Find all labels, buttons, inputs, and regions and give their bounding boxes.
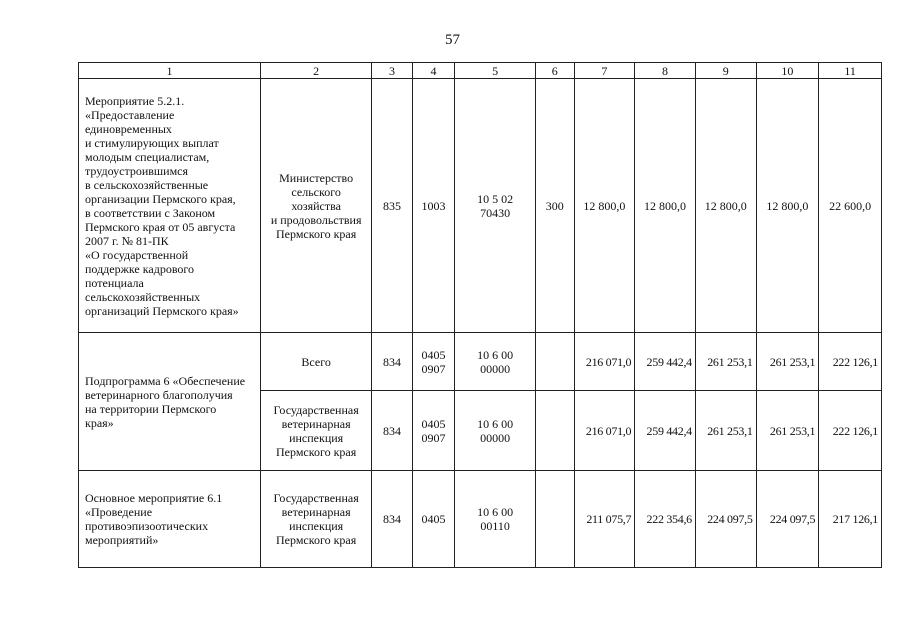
amount-cell: 259 442,4 xyxy=(635,391,696,471)
grbs-cell: 834 xyxy=(372,333,412,391)
column-header: 2 xyxy=(261,63,372,79)
expense-type-cell: 300 xyxy=(536,79,574,333)
amount-cell: 224 097,5 xyxy=(695,471,756,568)
executor-cell: Всего xyxy=(261,333,372,391)
amount-cell: 224 097,5 xyxy=(756,471,819,568)
target-article-cell: 10 6 00 00110 xyxy=(455,471,536,568)
table-row xyxy=(79,79,882,333)
target-article-cell: 10 5 02 70430 xyxy=(455,79,536,333)
amount-cell: 216 071,0 xyxy=(574,333,635,391)
amount-cell: 12 800,0 xyxy=(574,79,635,333)
amount-cell: 261 253,1 xyxy=(756,391,819,471)
section-cell: 0405 0907 xyxy=(412,391,454,471)
column-header: 10 xyxy=(756,63,819,79)
column-header: 6 xyxy=(536,63,574,79)
amount-cell: 22 600,0 xyxy=(819,79,882,333)
column-header: 7 xyxy=(574,63,635,79)
grbs-cell: 834 xyxy=(372,391,412,471)
section-cell: 0405 0907 xyxy=(412,333,454,391)
column-header: 1 xyxy=(79,63,261,79)
executor-cell: Министерство сельского хозяйства и продовольствия Пермского края xyxy=(261,79,372,333)
amount-cell: 12 800,0 xyxy=(635,79,696,333)
amount-cell: 261 253,1 xyxy=(756,333,819,391)
amount-cell: 216 071,0 xyxy=(574,391,635,471)
expense-type-cell xyxy=(536,391,574,471)
table-header-row xyxy=(79,63,882,79)
amount-cell: 222 126,1 xyxy=(819,391,882,471)
column-header: 9 xyxy=(695,63,756,79)
executor-cell: Государственная ветеринарная инспекция Пермского края xyxy=(261,391,372,471)
amount-cell: 12 800,0 xyxy=(695,79,756,333)
target-article-cell: 10 6 00 00000 xyxy=(455,333,536,391)
amount-cell: 217 126,1 xyxy=(819,471,882,568)
column-header: 8 xyxy=(635,63,696,79)
column-header: 5 xyxy=(455,63,536,79)
amount-cell: 259 442,4 xyxy=(635,333,696,391)
column-header: 3 xyxy=(372,63,412,79)
section-cell: 1003 xyxy=(412,79,454,333)
table-row xyxy=(79,333,882,391)
subprogram-name: Подпрограмма 6 «Обеспечение ветеринарного благополучия на территории Пермского края» xyxy=(79,333,261,471)
main-measure-name: Основное мероприятие 6.1 «Проведение противоэпизоотических мероприятий» xyxy=(79,471,261,568)
amount-cell: 222 354,6 xyxy=(635,471,696,568)
amount-cell: 12 800,0 xyxy=(756,79,819,333)
amount-cell: 261 253,1 xyxy=(695,333,756,391)
page-number: 57 xyxy=(445,32,460,48)
amount-cell: 261 253,1 xyxy=(695,391,756,471)
executor-cell: Государственная ветеринарная инспекция Пермского края xyxy=(261,471,372,568)
expense-type-cell xyxy=(536,471,574,568)
column-header: 4 xyxy=(412,63,454,79)
budget-table xyxy=(78,62,882,568)
grbs-cell: 834 xyxy=(372,471,412,568)
amount-cell: 211 075,7 xyxy=(574,471,635,568)
column-header: 11 xyxy=(819,63,882,79)
expense-type-cell xyxy=(536,333,574,391)
table-row xyxy=(79,471,882,568)
grbs-cell: 835 xyxy=(372,79,412,333)
target-article-cell: 10 6 00 00000 xyxy=(455,391,536,471)
section-cell: 0405 xyxy=(412,471,454,568)
amount-cell: 222 126,1 xyxy=(819,333,882,391)
measure-name: Мероприятие 5.2.1. «Предоставление единовременных и стимулирующих выплат молодым специалистам, трудоустроившимся в сельскохозяйственные организации Пермского края, в соответствии с Законом Пермского края от 05 августа 2007 г. № 81-ПК «О государственной поддержке кадрового потенциала сельскохозяйственных организаций Пермского края» xyxy=(79,79,261,333)
